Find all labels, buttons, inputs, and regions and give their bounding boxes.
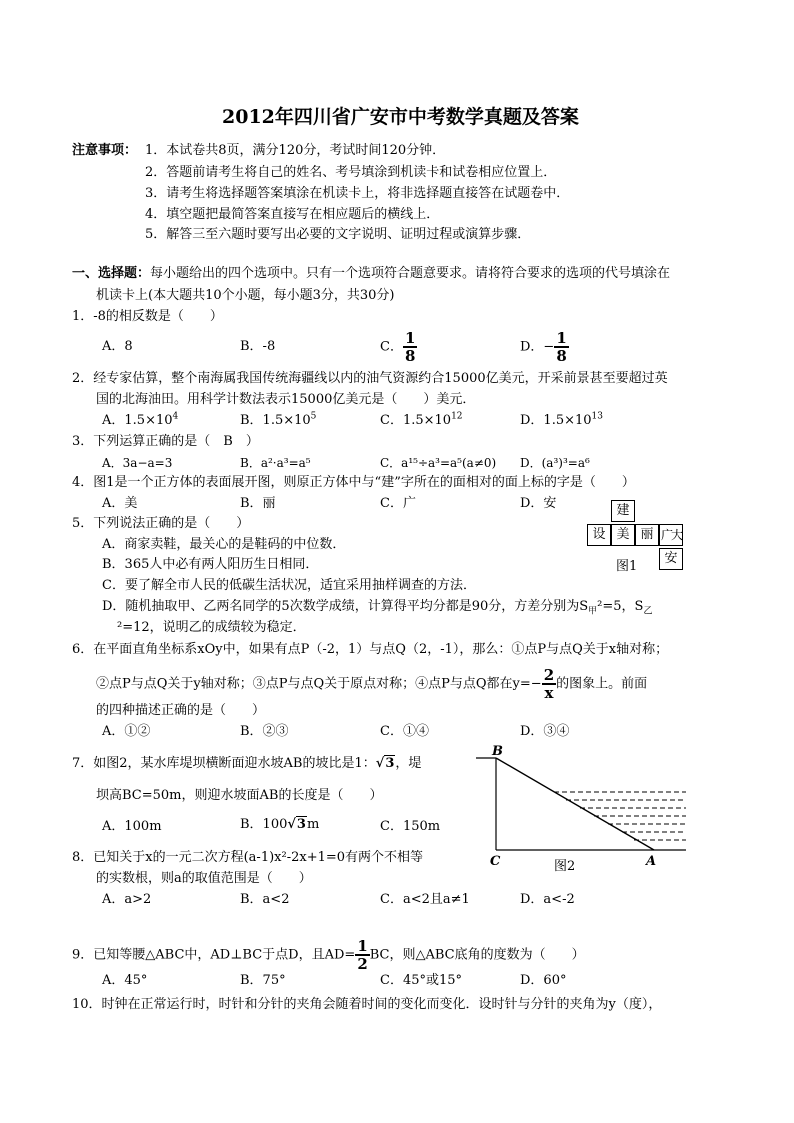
figure-2-dam	[470, 740, 700, 880]
q1-c-fraction: $\frac{1}{8}$	[404, 329, 416, 365]
q5-option-b: B．365人中必有两人阳历生日相同．	[102, 557, 319, 572]
q4-option-a: A．美	[102, 496, 138, 511]
q1-option-d: D．− $\frac{1}{8}$	[520, 329, 567, 365]
q6-option-d: D．③④	[520, 724, 570, 739]
dam-slope-ab	[496, 758, 654, 850]
note-item-4: 4．填空题把最简答案直接写在相应题后的横线上．	[145, 207, 440, 222]
q1-option-a: A．8	[102, 339, 133, 354]
q6-line-2: ②点P与点Q关于y轴对称；③点P与点Q关于原点对称；④点P与点Q都在y=− $\frac{2}{x}$ 的图象上。前面	[96, 666, 648, 702]
note-item-5: 5．解答三至六题时要写出必要的文字说明、证明过程或演算步骤．	[145, 227, 531, 242]
q3-option-a: A．3a−a=3	[102, 456, 173, 470]
section-instructions-1: 每小题给出的四个选项中。只有一个选项符合题意要求。请将符合要求的选项的代号填涂在	[150, 266, 671, 281]
q2-option-a: A．$1.5\times 10^4$	[102, 411, 179, 428]
q5-stem: 5．下列说法正确的是（ ）	[72, 516, 250, 531]
q5-option-d-line-1: D．随机抽取甲、乙两名同学的5次数学成绩，计算得平均分都是90分，方差分别为$S_甲^2=5$，$S_乙$	[102, 599, 653, 617]
q6-line-1: 6．在平面直角坐标系xOy中，如果有点P（-2，1）与点Q（2，-1），那么：①点P与点Q关于x轴对称；	[72, 642, 669, 657]
note-item-1: 1．本试卷共8页，满分120分，考试时间120分钟．	[145, 143, 446, 158]
q8-option-c: C．a<2且a≠1	[380, 892, 470, 907]
net-face-guangda: 广大	[659, 524, 683, 546]
q2-option-d: D．$1.5\times 10^{13}$	[520, 411, 603, 428]
notes-label: 注意事项：	[72, 143, 138, 158]
section-instructions-2: 机读卡上(本大题共10个小题，每小题3分，共30分)	[96, 288, 395, 303]
net-face-mei: 美	[611, 524, 635, 546]
q7-line-2: 坝高BC=50m，则迎水坡面AB的长度是（ ）	[96, 788, 383, 803]
water-lines	[554, 792, 686, 840]
q3-option-c: C．a¹⁵÷a³=a⁵(a≠0)	[380, 456, 497, 470]
q7-option-b: B．100√3m	[240, 817, 320, 832]
q6-fraction: $\frac{2}{x}$	[543, 666, 555, 702]
q7-option-a: A．100m	[102, 819, 162, 834]
q8-option-d: D．a<-2	[520, 892, 575, 907]
section-label: 一、选择题：	[72, 266, 151, 281]
q9-fraction: $\frac{1}{2}$	[357, 937, 368, 973]
q3-stem: 3．下列运算正确的是（ B ）	[72, 434, 259, 449]
q8-line-2: 的实数根，则a的取值范围是（ ）	[96, 871, 312, 886]
q3-option-b: B．a²·a³=a⁵	[240, 456, 311, 470]
q4-stem: 4．图1是一个正方体的表面展开图，则原正方体中与“建”字所在的面相对的面上标的字是（ ）	[72, 475, 635, 490]
section-header	[72, 265, 670, 283]
q1-option-c: C． $\frac{1}{8}$	[380, 329, 416, 365]
q10-line-1: 10．时钟在正常运行时，时针和分针的夹角会随着时间的变化而变化．设时针与分针的夹角为y（度），	[72, 997, 662, 1012]
q6-option-c: C．①④	[380, 724, 429, 739]
q1-d-fraction: $\frac{1}{8}$	[556, 329, 567, 365]
q6-option-b: B．②③	[240, 724, 289, 739]
net-face-li: 丽	[635, 524, 659, 546]
q1-stem: 1．-8的相反数是（ ）	[72, 309, 223, 324]
q2-option-c: C．$1.5\times 10^{12}$	[380, 411, 463, 428]
q7-option-c: C．150m	[380, 819, 441, 834]
q4-option-b: B．丽	[240, 496, 276, 511]
q2-line-2: 国的北海油田。用科学计数法表示15000亿美元是（ ）美元．	[96, 392, 476, 407]
q1-option-b: B．-8	[240, 339, 276, 354]
q8-option-a: A．a>2	[102, 892, 152, 907]
q5-option-c: C．要了解全市人民的低碳生活状况，适宜采用抽样调查的方法．	[102, 578, 476, 593]
q2-option-b: B．$1.5\times 10^5$	[240, 411, 317, 428]
q8-line-1: 8．已知关于x的一元二次方程(a-1)x²-2x+1=0有两个不相等	[72, 850, 424, 865]
q2-line-1: 2．经专家估算，整个南海属我国传统海疆线以内的油气资源约合15000亿美元，开采前景甚至要超过英	[72, 371, 668, 386]
q5-option-d-line-2: ²=12，说明乙的成绩较为稳定．	[117, 620, 306, 635]
q6-option-a: A．①②	[102, 724, 151, 739]
q9-stem: 9．已知等腰△ABC中，AD⊥BC于点D，且AD= $\frac{1}{2}$ BC，则△ABC底角的度数为（ ）	[72, 937, 585, 973]
q9-option-a: A．45°	[102, 973, 148, 988]
net-face-an: 安	[659, 548, 683, 570]
figure-2-caption: 图2	[554, 859, 576, 874]
q6-line-3: 的四种描述正确的是（ ）	[96, 703, 266, 718]
q7-line-1: 7．如图2，某水库堤坝横断面迎水坡AB的坡比是1：√3，堤	[72, 756, 422, 771]
q8-option-b: B．a<2	[240, 892, 290, 907]
note-item-2: 2．答题前请考生将自己的姓名、考号填涂到机读卡和试卷相应位置上．	[145, 165, 557, 180]
q4-option-d: D．安	[520, 496, 557, 511]
q9-option-c: C．45°或15°	[380, 973, 463, 988]
q3-option-d: D．(a³)³=a⁶	[520, 456, 590, 470]
net-face-she: 设	[587, 524, 611, 546]
page-title: 2012年四川省广安市中考数学真题及答案	[222, 106, 579, 128]
q9-option-d: D．60°	[520, 973, 567, 988]
q4-option-c: C．广	[380, 496, 416, 511]
label-c: C	[490, 854, 501, 869]
net-face-jian: 建	[611, 500, 635, 522]
q5-option-a: A．商家卖鞋，最关心的是鞋码的中位数．	[102, 537, 346, 552]
label-a: A	[646, 854, 657, 869]
q9-option-b: B．75°	[240, 973, 286, 988]
q7-sqrt: √3	[375, 756, 395, 771]
figure-1-caption: 图1	[616, 559, 638, 574]
note-item-3: 3．请考生将选择题答案填涂在机读卡上，将非选择题直接答在试题卷中．	[145, 186, 570, 201]
label-b: B	[492, 744, 503, 759]
